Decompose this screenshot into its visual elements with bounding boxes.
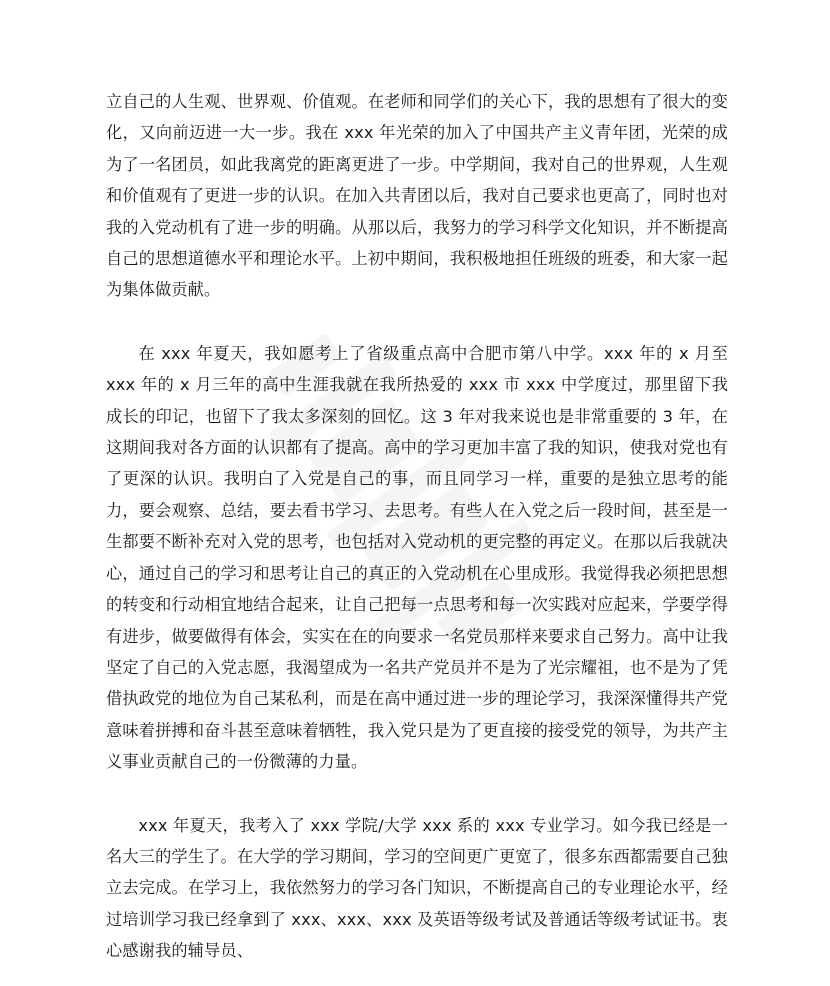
paragraph-3: xxx 年夏天，我考入了 xxx 学院/大学 xxx 系的 xxx 专业学习。如今我已经是一名大三的学生了。在大学的学习期间，学习的空间更广更宽了，很多东西都需要自己独立去完成。在学习上，我依然努力的学习各门知识，不断提高自己的专业理论水平，经过培训学习我已经拿到了 xxx、xxx、xxx 及英语等级考试及普通话等级考试证书。衷心感谢我的辅导员、 bbox=[106, 815, 728, 961]
paragraph-2: 在 xxx 年夏天，我如愿考上了省级重点高中合肥市第八中学。xxx 年的 x 月至 xxx 年的 x 月三年的高中生涯我就在我所热爱的 xxx 市 xxx 中学度过，那里留下我成长的印记，也留下了我太多深刻的回忆。这 3 年对我来说也是非常重要的 3 年，在这期间我对各方面的认识都有了提高。高中的学习更加丰富了我的知识，使我对党也有了更深的认识。我明白了入党是自己的事，而且同学习一样，重要的是独立思考的能力，要会观察、总结，要去看书学习、去思考。有些人在入党之后一段时间，甚至是一生都要不断补充对入党的思考，也包括对入党动机的更完整的再定义。在那以后我就决心，通过自己的学习和思考让自己的真正的入党动机在心里成形。我觉得我必须把思想的转变和行动相宜地结合起来，让自己把每一点思考和每一次实践对应起来，学要学得有进步，做要做得有体会，实实在在的向要求一名党员那样来要求自己努力。高中让我坚定了自己的入党志愿，我渴望成为一名共产党员并不是为了光宗耀祖，也不是为了凭借执政党的地位为自己某私利，而是在高中通过进一步的理论学习，我深深懂得共产党意味着拼搏和奋斗甚至意味着牺牲，我入党只是为了更直接的接受党的领导，为共产主义事业贡献自己的一份微薄的力量。 bbox=[106, 343, 728, 772]
document-body bbox=[106, 86, 728, 967]
paragraph-1: 立自己的人生观、世界观、价值观。在老师和同学们的关心下，我的思想有了很大的变化，又向前迈进一大一步。我在 xxx 年光荣的加入了中国共产主义青年团，光荣的成为了一名团员，如此我离党的距离更进了一步。中学期间，我对自己的世界观，人生观和价值观有了更进一步的认识。在加入共青团以后，我对自己要求也更高了，同时也对我的入党动机有了进一步的明确。从那以后，我努力的学习科学文化知识，并不断提高自己的思想道德水平和理论水平。上初中期间，我积极地担任班级的班委，和大家一起为集体做贡献。 bbox=[106, 92, 728, 300]
paragraph-gap bbox=[106, 778, 728, 810]
paragraph-gap bbox=[106, 306, 728, 338]
